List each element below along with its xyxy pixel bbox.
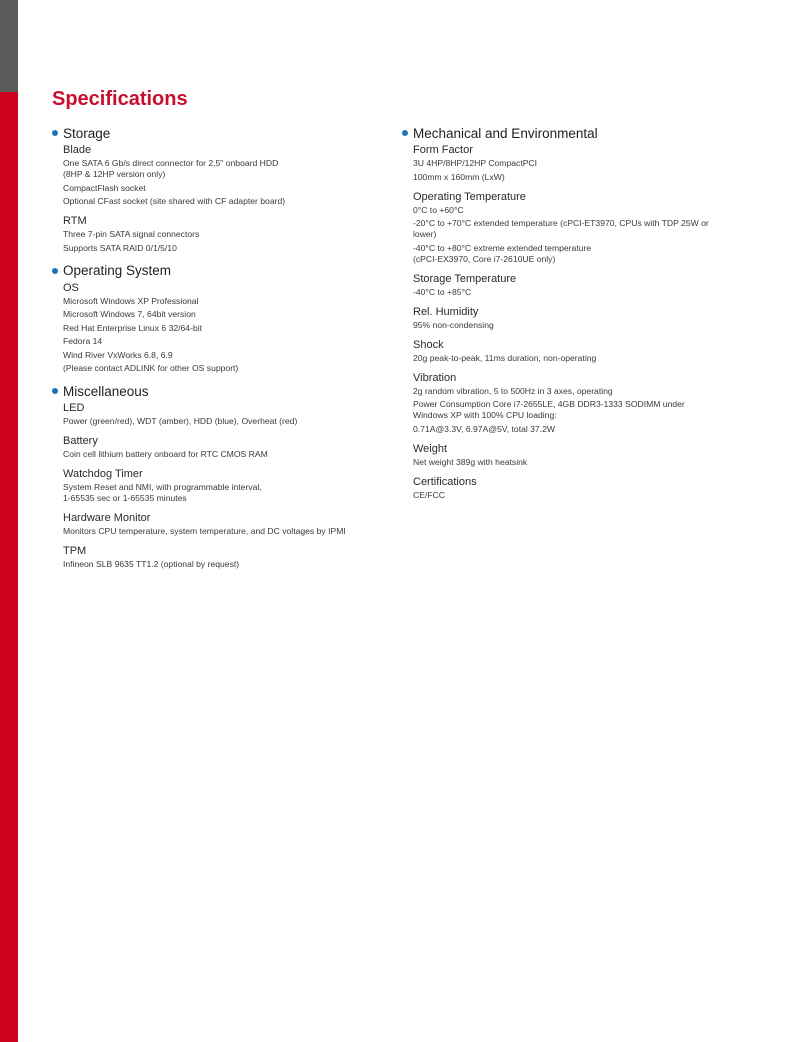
spec-shock [402, 338, 720, 364]
spec-storage-temperature [402, 272, 720, 298]
bullet-icon [52, 268, 58, 274]
spec-title: Rel. Humidity [413, 305, 479, 318]
spec-title: Shock [413, 338, 444, 351]
spec-title: OS [63, 281, 79, 294]
spec-line: 3U 4HP/8HP/12HP CompactPCI [413, 158, 538, 168]
bullet-icon [402, 130, 408, 136]
bullet-icon [52, 388, 58, 394]
spec-line: (8HP & 12HP version only) [63, 169, 166, 179]
spec-title: Certifications [413, 475, 477, 488]
spec-line: lower) [413, 229, 437, 239]
spec-line: Supports SATA RAID 0/1/5/10 [63, 242, 177, 253]
spec-operating-temperature [402, 190, 720, 265]
spec-line: -40°C to +80°C extreme extended temperature [413, 242, 592, 253]
section-os-head [52, 262, 372, 280]
spec-title: Blade [63, 144, 92, 156]
spec-os [52, 281, 372, 375]
spec-line: (cPCI-EX3970, Core i7-2610UE only) [413, 253, 556, 264]
section-mechanical-environmental [402, 124, 720, 501]
spec-line: Microsoft Windows 7, 64bit version [63, 309, 196, 319]
spec-line: CE/FCC [413, 489, 445, 500]
spec-line: 95% non-condensing [413, 319, 494, 330]
spec-line: 0°C to +60°C [413, 204, 464, 215]
spec-line: Red Hat Enterprise Linux 6 32/64-bit [63, 322, 203, 333]
spec-line: Infineon SLB 9635 TT1.2 (optional by request) [63, 559, 240, 569]
page-edge-red-bar [0, 92, 18, 1042]
spec-rel-humidity [402, 305, 720, 331]
section-misc-head [52, 382, 372, 400]
right-column [402, 124, 720, 509]
spec-line: Coin cell lithium battery onboard for RTC CMOS RAM [63, 449, 268, 459]
section-title: Operating System [63, 263, 172, 278]
spec-line: 20g peak-to-peak, 11ms duration, non-operating [413, 352, 597, 363]
spec-weight [402, 442, 720, 468]
spec-line: Power Consumption Core i7-2655LE, 4GB DDR3-1333 SODIMM under [413, 399, 685, 409]
page-title: Specifications [52, 88, 188, 110]
spec-title: Watchdog Timer [63, 468, 143, 480]
spec-title: Vibration [413, 371, 457, 384]
spec-line: Monitors CPU temperature, system temperature, and DC voltages by IPMI [63, 526, 346, 536]
spec-title: TPM [63, 545, 87, 557]
spec-form-factor [402, 143, 720, 183]
spec-hardware-monitor [52, 511, 372, 537]
spec-line: CompactFlash socket [63, 182, 146, 193]
section-operating-system [52, 262, 372, 375]
section-miscellaneous [52, 382, 372, 570]
section-mech-head [402, 124, 720, 142]
spec-title: Storage Temperature [413, 272, 517, 285]
spec-rtm [52, 214, 372, 254]
spec-line: Three 7-pin SATA signal connectors [63, 229, 200, 239]
spec-line: Windows XP with 100% CPU loading: [413, 410, 557, 420]
spec-vibration [402, 371, 720, 435]
spec-watchdog [52, 467, 372, 504]
spec-line: Optional CFast socket (site shared with CF adapter board) [63, 196, 286, 206]
spec-title: Weight [413, 442, 448, 455]
spec-line: Net weight 389g with heatsink [413, 456, 528, 467]
spec-led [52, 401, 372, 427]
spec-title: Form Factor [413, 144, 473, 156]
section-storage [52, 124, 372, 254]
bullet-icon [52, 130, 58, 136]
spec-line: 100mm x 160mm (LxW) [413, 171, 505, 182]
spec-title: Operating Temperature [413, 190, 526, 203]
spec-line: Power (green/red), WDT (amber), HDD (blue), Overheat (red) [63, 416, 298, 426]
section-storage-head [52, 124, 372, 142]
spec-line: Wind River VxWorks 6.8, 6.9 [63, 349, 173, 360]
page-edge-gray-bar [0, 0, 18, 92]
spec-line: System Reset and NMI, with programmable interval, [63, 482, 262, 492]
spec-title: Battery [63, 435, 98, 447]
spec-blade [52, 143, 372, 207]
spec-line: Fedora 14 [63, 336, 103, 346]
left-column [52, 124, 372, 578]
spec-line: 0.71A@3.3V, 6.97A@5V, total 37.2W [413, 423, 555, 434]
spec-battery [52, 434, 372, 460]
section-title: Storage [63, 125, 111, 141]
spec-line: (Please contact ADLINK for other OS support) [63, 363, 239, 373]
section-title: Miscellaneous [63, 383, 149, 399]
spec-title: Hardware Monitor [63, 512, 151, 524]
section-title: Mechanical and Environmental [413, 125, 598, 141]
spec-line: -40°C to +85°C [413, 286, 472, 297]
spec-title: LED [63, 402, 85, 414]
spec-line: Microsoft Windows XP Professional [63, 295, 199, 306]
spec-line: One SATA 6 Gb/s direct connector for 2.5" onboard HDD [63, 158, 279, 168]
spec-line: 2g random vibration, 5 to 500Hz in 3 axes, operating [413, 385, 613, 396]
spec-certifications [402, 475, 720, 501]
spec-tpm [52, 544, 372, 570]
spec-title: RTM [63, 215, 87, 227]
spec-line: 1-65535 sec or 1-65535 minutes [63, 493, 187, 503]
spec-line: -20°C to +70°C extended temperature (cPCI-ET3970, CPUs with TDP 25W or [413, 218, 709, 228]
